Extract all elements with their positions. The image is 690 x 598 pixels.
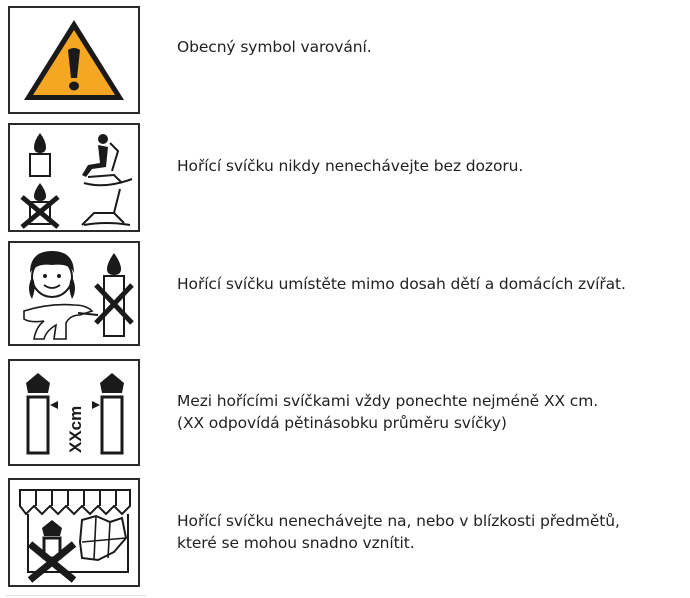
keep-away-from-children-pets-icon [8, 241, 140, 346]
safety-text-line: Obecný symbol varování. [177, 38, 372, 56]
safety-text-line: Hořící svíčku nikdy nenechávejte bez dozoru. [177, 157, 524, 175]
safety-text-line: (XX odpovídá pětinásobku průměru svíčky) [177, 414, 507, 432]
safety-text [177, 36, 372, 58]
minimum-distance-icon [8, 359, 140, 466]
safety-text [177, 510, 620, 554]
flammable-objects-icon [8, 478, 140, 587]
safety-text [177, 155, 523, 177]
safety-text [177, 390, 598, 434]
general-warning-icon [8, 6, 140, 114]
safety-text [177, 273, 626, 295]
never-leave-unattended-icon [8, 123, 140, 232]
safety-text-line: Hořící svíčku umístěte mimo dosah dětí a domácích zvířat. [177, 275, 626, 293]
safety-text-line: Mezi hořícími svíčkami vždy ponechte nejméně XX cm. [177, 392, 599, 410]
divider [6, 595, 146, 596]
distance-label: XXcm [66, 405, 85, 453]
safety-text-line: které se mohou snadno vznítit. [177, 534, 415, 552]
safety-text-line: Hořící svíčku nenechávejte na, nebo v blízkosti předmětů, [177, 512, 620, 530]
